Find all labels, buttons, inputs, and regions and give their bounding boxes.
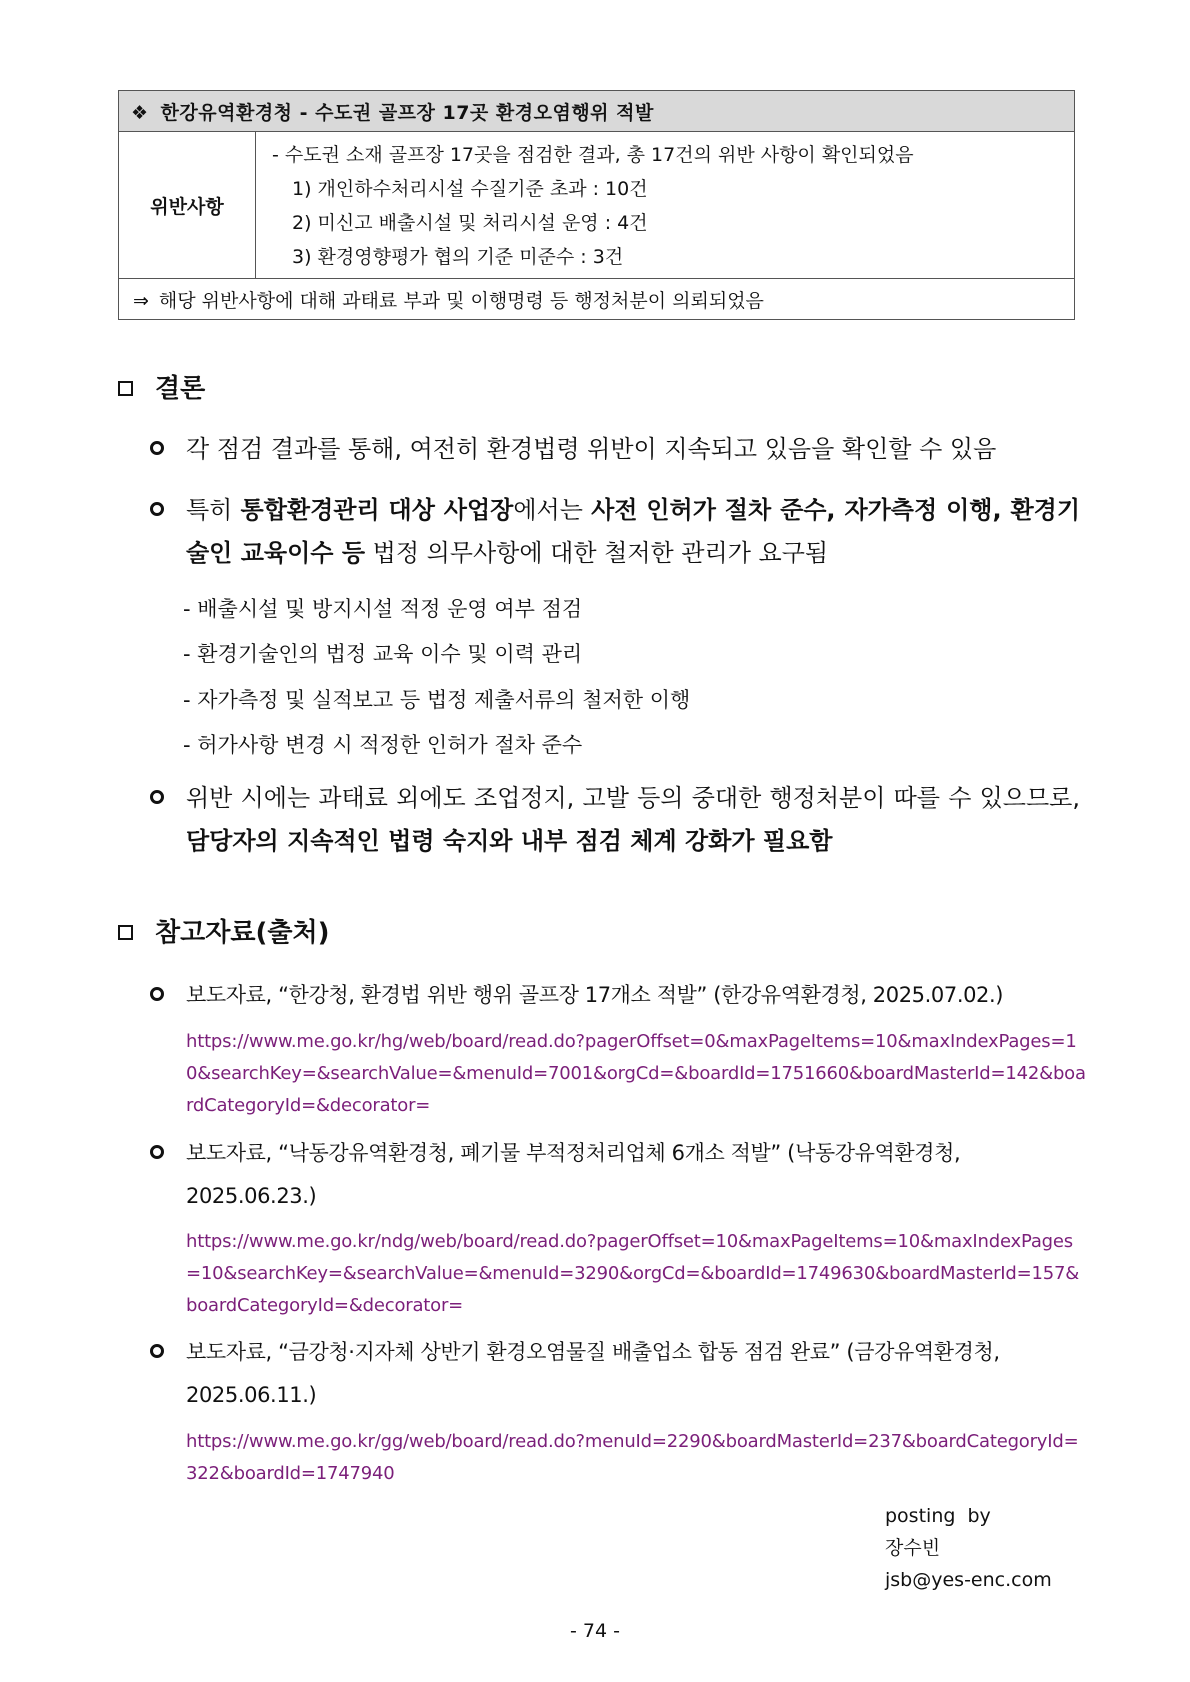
references-title: 참고자료(출처) <box>155 918 330 948</box>
reference-item-2 <box>150 1132 1080 1218</box>
reference-item-3 <box>150 1331 1080 1417</box>
reference-text: 보도자료, “한강청, 환경법 위반 행위 골프장 17개소 적발” (한강유역환경청, 2025.07.02.) <box>186 983 1004 1007</box>
table-header <box>119 91 1075 132</box>
conclusion-item-2-text <box>186 489 1080 575</box>
table-footer-text: 해당 위반사항에 대해 과태료 부과 및 이행명령 등 행정처분이 의뢰되었음 <box>158 289 764 312</box>
reference-link[interactable]: https://www.me.go.kr/gg/web/board/read.do?menuId=2290&boardMasterId=237&boardCategoryId=322&boardId=1747940 <box>186 1431 1079 1484</box>
conclusion-item-3-text <box>186 777 1080 863</box>
conclusion-title: 결론 <box>155 374 206 404</box>
author-name: 장수빈 <box>885 1537 941 1559</box>
author-email: jsb@yes-enc.com <box>885 1569 1052 1591</box>
page-number: - 74 - <box>570 1620 620 1642</box>
diamond-bullet-icon: ❖ <box>131 101 149 124</box>
table-header-row <box>119 91 1075 132</box>
table-footer-row <box>119 279 1075 320</box>
text-run: 에서는 <box>513 496 592 524</box>
posting-by: posting by <box>885 1505 991 1527</box>
table-label: 위반사항 <box>119 132 256 279</box>
square-bullet-icon <box>118 925 133 940</box>
table-line: 3) 환경영향평가 협의 기준 미준수 : 3건 <box>292 246 624 268</box>
dash-item: - 자가측정 및 실적보고 등 법정 제출서류의 철저한 이행 <box>183 688 691 712</box>
dash-item: - 환경기술인의 법정 교육 이수 및 이력 관리 <box>183 642 583 666</box>
reference-link[interactable]: https://www.me.go.kr/ndg/web/board/read.do?pagerOffset=10&maxPageItems=10&maxIndexPages=10&searchKey=&searchValue=&menuId=3290&orgCd=&boardId=1749630&boardMasterId=157&boardCategoryId=&decorator= <box>186 1231 1080 1316</box>
references-heading <box>118 912 329 949</box>
text-run: 법정 의무사항에 대한 철저한 관리가 요구됨 <box>365 539 829 567</box>
reference-text: 보도자료, “금강청·지자체 상반기 환경오염물질 배출업소 합동 점검 완료” (금강유역환경청, 2025.06.11.) <box>186 1340 1000 1407</box>
table-line: - 수도권 소재 골프장 17곳을 점검한 결과, 총 17건의 위반 사항이 확인되었음 <box>272 144 914 166</box>
conclusion-heading <box>118 368 205 405</box>
circle-bullet-icon <box>150 502 164 516</box>
table-line: 2) 미신고 배출시설 및 처리시설 운영 : 4건 <box>292 212 648 234</box>
text-run: 특히 <box>186 496 241 524</box>
reference-text: 보도자료, “낙동강유역환경청, 폐기물 부적정처리업체 6개소 적발” (낙동강유역환경청, 2025.06.23.) <box>186 1141 961 1208</box>
circle-bullet-icon <box>150 987 164 1001</box>
table-footer <box>119 279 1075 320</box>
circle-bullet-icon <box>150 441 164 455</box>
bold-run: 사전 인허가 절차 준수, 자가측정 이행, 환경기술인 교육이수 등 <box>186 496 1081 567</box>
table-header-text: 한강유역환경청 - 수도권 골프장 17곳 환경오염행위 적발 <box>160 101 654 124</box>
reference-item-1 <box>150 974 1080 1017</box>
conclusion-item-1 <box>150 428 1080 471</box>
table-line: 1) 개인하수처리시설 수질기준 초과 : 10건 <box>292 178 648 200</box>
conclusion-item-1-text: 각 점검 결과를 통해, 여전히 환경법령 위반이 지속되고 있음을 확인할 수 있음 <box>186 435 997 463</box>
bold-run: 통합환경관리 대상 사업장 <box>240 496 514 524</box>
conclusion-item-3 <box>150 777 1080 863</box>
reference-link[interactable]: https://www.me.go.kr/hg/web/board/read.do?pagerOffset=0&maxPageItems=10&maxIndexPages=10&searchKey=&searchValue=&menuId=7001&orgCd=&boardId=1751660&boardMasterId=142&boardCategoryId=&decorator= <box>186 1031 1086 1116</box>
dash-item: - 배출시설 및 방지시설 적정 운영 여부 점검 <box>183 597 583 621</box>
text-run: 위반 시에는 과태료 외에도 조업정지, 고발 등의 중대한 행정처분이 따를 수 있으므로, <box>186 784 1080 812</box>
table-content <box>256 132 1075 279</box>
square-bullet-icon <box>118 381 133 396</box>
table-body-row <box>119 132 1075 279</box>
signature-block <box>885 1500 1052 1596</box>
conclusion-item-2 <box>150 489 1080 575</box>
bold-run: 담당자의 지속적인 법령 숙지와 내부 점검 체계 강화가 필요함 <box>186 827 833 855</box>
dash-item: - 허가사항 변경 시 적정한 인허가 절차 준수 <box>183 733 583 757</box>
implies-arrow-icon: ⇒ <box>133 289 149 312</box>
circle-bullet-icon <box>150 1145 164 1159</box>
circle-bullet-icon <box>150 1344 164 1358</box>
violation-table <box>118 90 1075 320</box>
circle-bullet-icon <box>150 790 164 804</box>
